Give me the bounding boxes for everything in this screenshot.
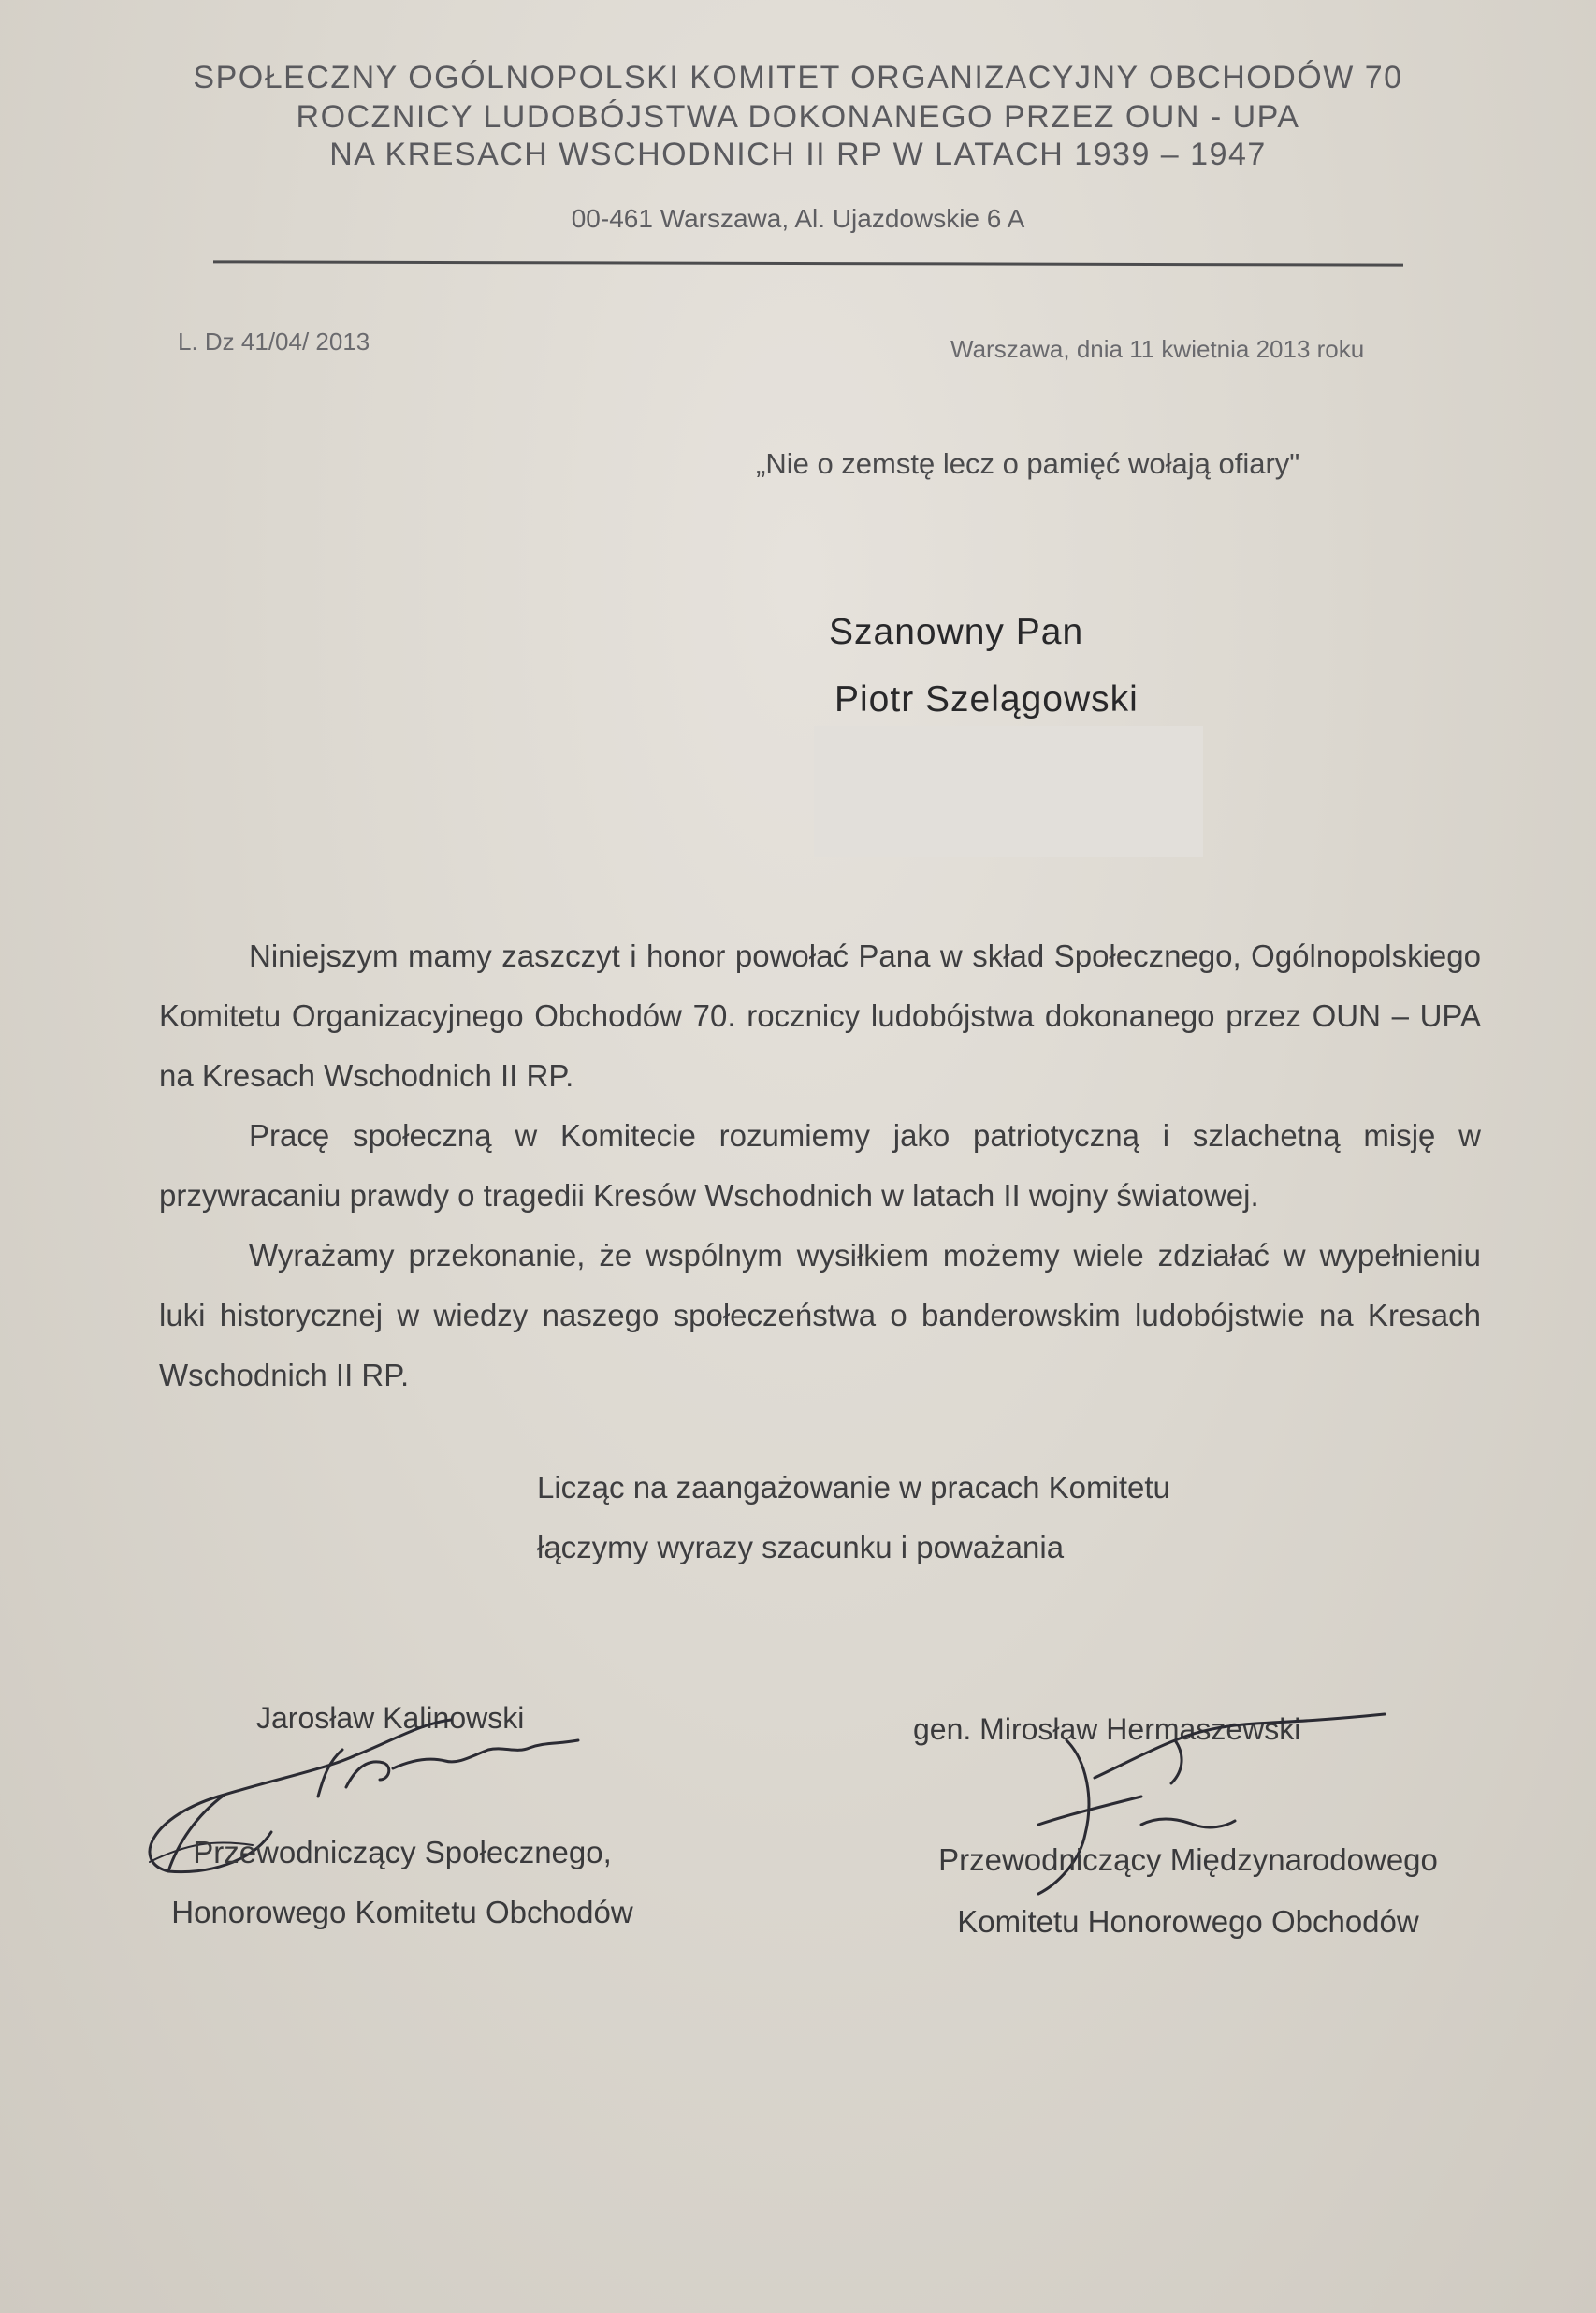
closing-line-1: Licząc na zaangażowanie w pracach Komitetu xyxy=(537,1470,1170,1505)
motto: „Nie o zemstę lecz o pamięć wołają ofiary" xyxy=(756,447,1300,480)
body-paragraph-1: Niniejszym mamy zaszczyt i honor powołać Pana w skład Społecznego, Ogólnopolskiego Komitetu Organizacyjnego Obchodów 70. rocznicy ludobójstwa dokonanego przez OUN – UPA na Kresach Wschodnich II RP. xyxy=(159,938,1481,1093)
letterhead-line-1: SPOŁECZNY OGÓLNOPOLSKI KOMITET ORGANIZACYJNY OBCHODÓW 70 xyxy=(193,60,1403,95)
right-signatory-name: gen. Mirosław Hermaszewski xyxy=(913,1712,1301,1746)
letterhead-line-3: NA KRESACH WSCHODNICH II RP W LATACH 1939 – 1947 xyxy=(329,137,1267,172)
letter-body xyxy=(159,926,1481,1405)
closing-line-2: łączymy wyrazy szacunku i poważania xyxy=(537,1530,1065,1564)
letterhead-divider xyxy=(213,260,1403,266)
place-and-date: Warszawa, dnia 11 kwietnia 2013 roku xyxy=(950,335,1365,363)
addressee-salutation: Szanowny Pan xyxy=(829,612,1084,652)
addressee-name: Piotr Szelągowski xyxy=(834,679,1139,720)
body-paragraph-2: Pracę społeczną w Komitecie rozumiemy jako patriotyczną i szlachetną misję w przywracaniu prawdy o tragedii Kresów Wschodnich w latach II wojny światowej. xyxy=(159,1118,1481,1213)
letterhead-address: 00-461 Warszawa, Al. Ujazdowskie 6 A xyxy=(571,204,1025,233)
right-signatory-role-line-2: Komitetu Honorowego Obchodów xyxy=(957,1904,1419,1939)
left-signatory-role-line-1: Przewodniczący Społecznego, xyxy=(193,1835,612,1869)
left-signatory-name: Jarosław Kalinowski xyxy=(256,1701,525,1735)
letterhead-line-2: ROCZNICY LUDOBÓJSTWA DOKONANEGO PRZEZ OUN - UPA xyxy=(296,99,1300,135)
reference-number: L. Dz 41/04/ 2013 xyxy=(178,327,370,356)
right-signatory-role-line-1: Przewodniczący Międzynarodowego xyxy=(938,1842,1438,1877)
left-signatory-role-line-2: Honorowego Komitetu Obchodów xyxy=(171,1895,633,1929)
redacted-address-block xyxy=(814,726,1203,857)
body-paragraph-3: Wyrażamy przekonanie, że wspólnym wysiłkiem możemy wiele zdziałać w wypełnieniu luki historycznej w wiedzy naszego społeczeństwa o banderowskim ludobójstwie na Kresach Wschodnich II RP. xyxy=(159,1238,1481,1392)
